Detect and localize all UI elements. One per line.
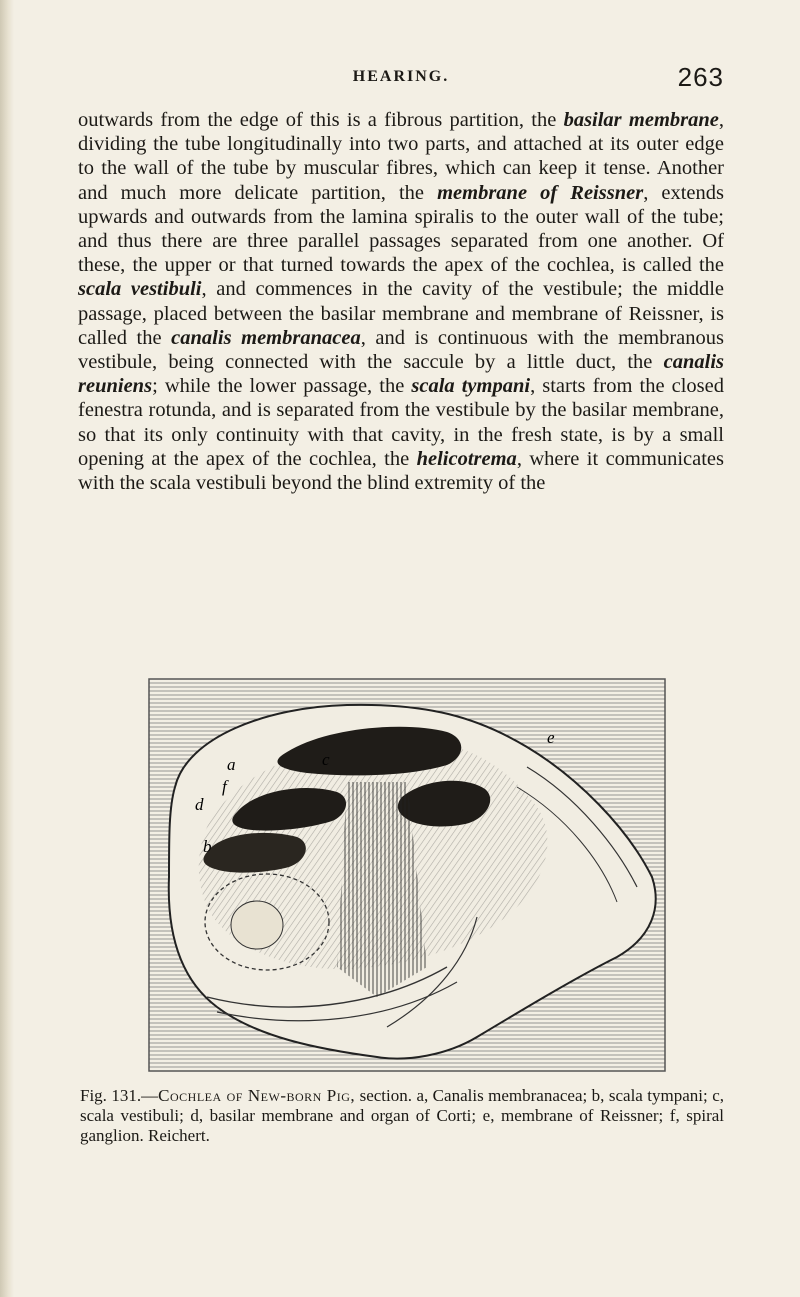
label-e: e xyxy=(547,728,555,747)
text-run: ; while the lower passage, the xyxy=(152,375,412,398)
running-title: HEARING. xyxy=(352,68,450,85)
italic-term: scala tympani xyxy=(411,375,531,398)
text-run: , dividing the tube longitudinally into two parts, and attached at its outer edge to the wall of the tube by muscular fibres, which can keep it tense. Another and much more delicate partition, the xyxy=(78,109,724,204)
text-run: , and is continuous with the membranous vestibule, being connected with the saccule by a little duct, the xyxy=(78,326,725,374)
label-b: b xyxy=(203,837,212,856)
italic-term: canalis reuniens xyxy=(78,351,724,398)
caption-label: Fig. 131.— xyxy=(80,1086,159,1105)
text-run: , and commences in the cavity of the vestibule; the middle passage, placed between the basilar membrane and membrane of Reissner, is called the xyxy=(78,278,724,349)
text-run: , starts from the closed fenestra rotunda, and is separated from the vestibule by the basilar membrane, so that its only continuity with that cavity, in the fresh state, is by a small opening at the apex of the cochlea, the xyxy=(78,375,725,470)
italic-term: canalis membranacea xyxy=(171,326,361,349)
cochlea-section-figure xyxy=(147,677,667,1073)
caption-title: Cochlea of New-born Pig, xyxy=(158,1086,356,1105)
book-spine-shadow xyxy=(0,0,14,1297)
running-head xyxy=(78,62,724,96)
label-d: d xyxy=(195,795,204,814)
text-run: , extends upwards and outwards from the lamina spiralis to the outer wall of the tube; and thus there are three parallel passages separated from one another. Of these, the upper or that turned towards the apex of the cochlea, is called the xyxy=(78,181,725,277)
italic-term: helicotrema xyxy=(416,447,517,470)
ganglion-circle xyxy=(231,901,283,949)
italic-term: basilar membrane xyxy=(563,109,719,131)
figure-caption xyxy=(80,1086,724,1146)
text-run: , where it communicates with the scala vestibuli beyond the blind extremity of the xyxy=(78,447,724,495)
text-run: outwards from the edge of this is a fibrous partition, the xyxy=(78,109,564,131)
label-f: f xyxy=(222,777,227,796)
paragraph-text xyxy=(78,108,724,495)
body-paragraph xyxy=(78,108,724,495)
italic-term: scala vestibuli xyxy=(78,278,202,301)
caption-text: section. a, Canalis membranacea; b, scala tympani; c, scala vestibuli; d, basilar membrane and organ of Corti; e, membrane of Reissner; f, spiral ganglion. Reichert. xyxy=(80,1086,724,1145)
label-c: c xyxy=(322,750,330,769)
label-a: a xyxy=(227,755,236,774)
italic-term: membrane of Reissner xyxy=(437,181,644,204)
page-number: 263 xyxy=(677,62,724,92)
